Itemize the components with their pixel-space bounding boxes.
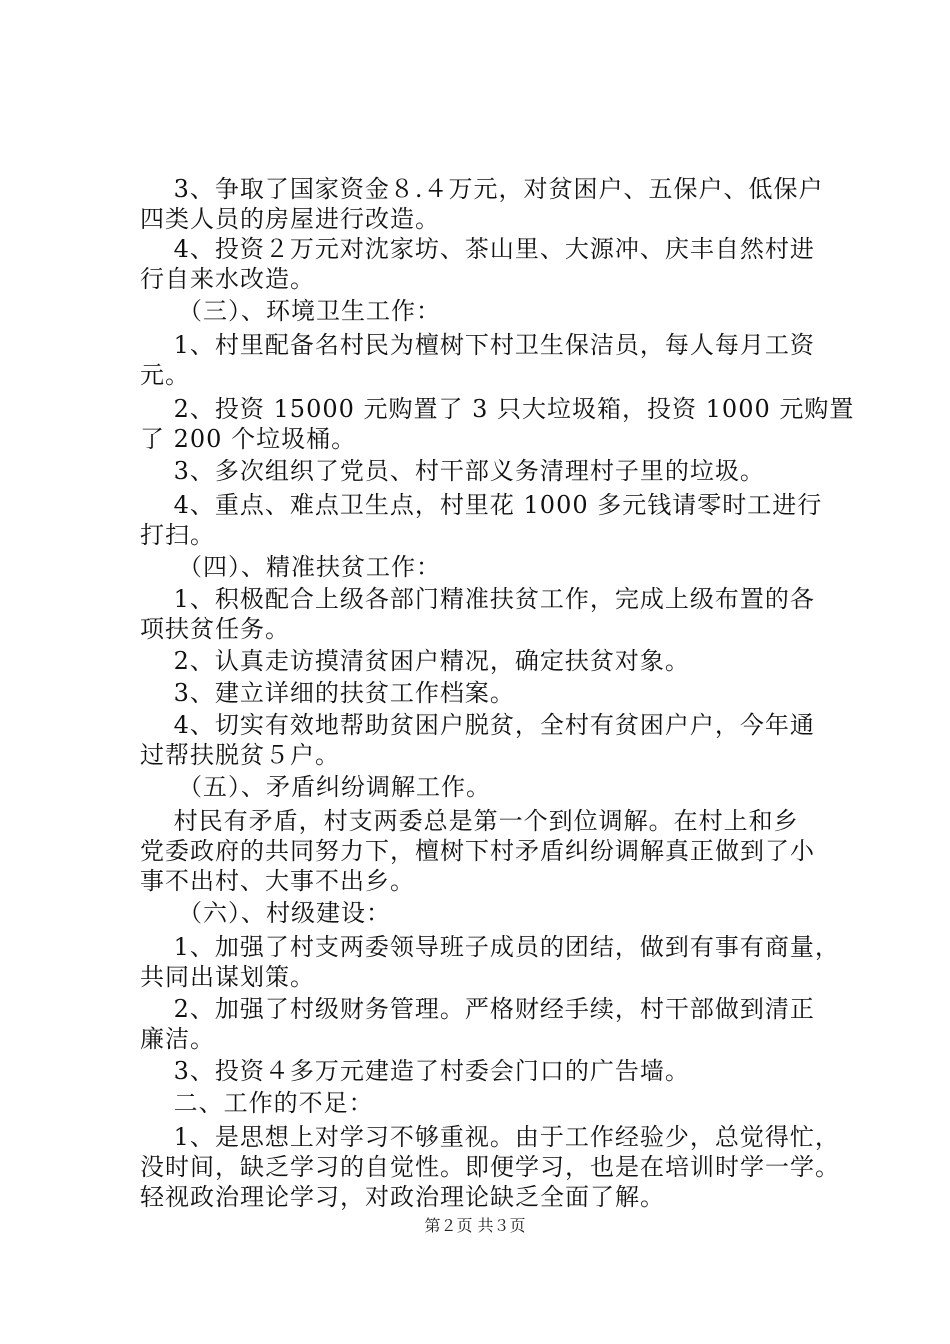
text-line: 3、建立详细的扶贫工作档案。 (140, 679, 515, 707)
text-line: 1、是思想上对学习不够重视。由于工作经验少，总觉得忙， (140, 1123, 840, 1151)
text-line: 村民有矛盾，村支两委总是第一个到位调解。在村上和乡 (140, 807, 799, 835)
text-line: 项扶贫任务。 (140, 615, 290, 643)
text-line: 1、加强了村支两委领导班子成员的团结，做到有事有商量， (140, 933, 840, 961)
text-line: （三）、环境卫生工作： (140, 297, 441, 325)
text-line: 党委政府的共同努力下，檀树下村矛盾纠纷调解真正做到了小 (140, 837, 815, 865)
text-line: 打扫。 (140, 521, 215, 549)
text-line: （六）、村级建设： (140, 899, 391, 927)
page-footer: 第２页 共３页 (424, 1216, 526, 1235)
text-line: 3、争取了国家资金８.４万元，对贫困户、五保户、低保户 (140, 175, 824, 203)
text-line: 4、投资２万元对沈家坊、茶山里、大源冲、庆丰自然村进 (140, 235, 815, 263)
text-line: 轻视政治理论学习，对政治理论缺乏全面了解。 (140, 1183, 665, 1211)
text-line: 行自来水改造。 (140, 265, 315, 293)
text-line: 3、多次组织了党员、村干部义务清理村子里的垃圾。 (140, 457, 765, 485)
text-line: 共同出谋划策。 (140, 963, 315, 991)
text-line: 四类人员的房屋进行改造。 (140, 205, 440, 233)
text-line: 2、认真走访摸清贫困户精况，确定扶贫对象。 (140, 647, 690, 675)
text-line: 2、投资 15000 元购置了 3 只大垃圾箱，投资 1000 元购置 (140, 395, 855, 423)
text-line: （四）、精准扶贫工作： (140, 553, 441, 581)
text-line: 4、切实有效地帮助贫困户脱贫，全村有贫困户户，今年通 (140, 711, 815, 739)
text-line: 1、积极配合上级各部门精准扶贫工作，完成上级布置的各 (140, 585, 815, 613)
text-line: （五）、矛盾纠纷调解工作。 (140, 773, 491, 801)
text-line: 2、加强了村级财务管理。严格财经手续，村干部做到清正 (140, 995, 815, 1023)
text-line: 了 200 个垃圾桶。 (140, 425, 357, 453)
text-line: 二、工作的不足： (140, 1089, 374, 1117)
text-line: 3、投资４多万元建造了村委会门口的广告墙。 (140, 1057, 690, 1085)
text-line: 4、重点、难点卫生点，村里花 1000 多元钱请零时工进行 (140, 491, 823, 519)
text-line: 廉洁。 (140, 1025, 215, 1053)
text-line: 1、村里配备名村民为檀树下村卫生保洁员，每人每月工资 (140, 331, 815, 359)
text-line: 没时间，缺乏学习的自觉性。即便学习，也是在培训时学一学。 (140, 1153, 840, 1181)
text-line: 元。 (140, 361, 190, 389)
text-line: 过帮扶脱贫５户。 (140, 741, 340, 769)
text-line: 事不出村、大事不出乡。 (140, 867, 415, 895)
